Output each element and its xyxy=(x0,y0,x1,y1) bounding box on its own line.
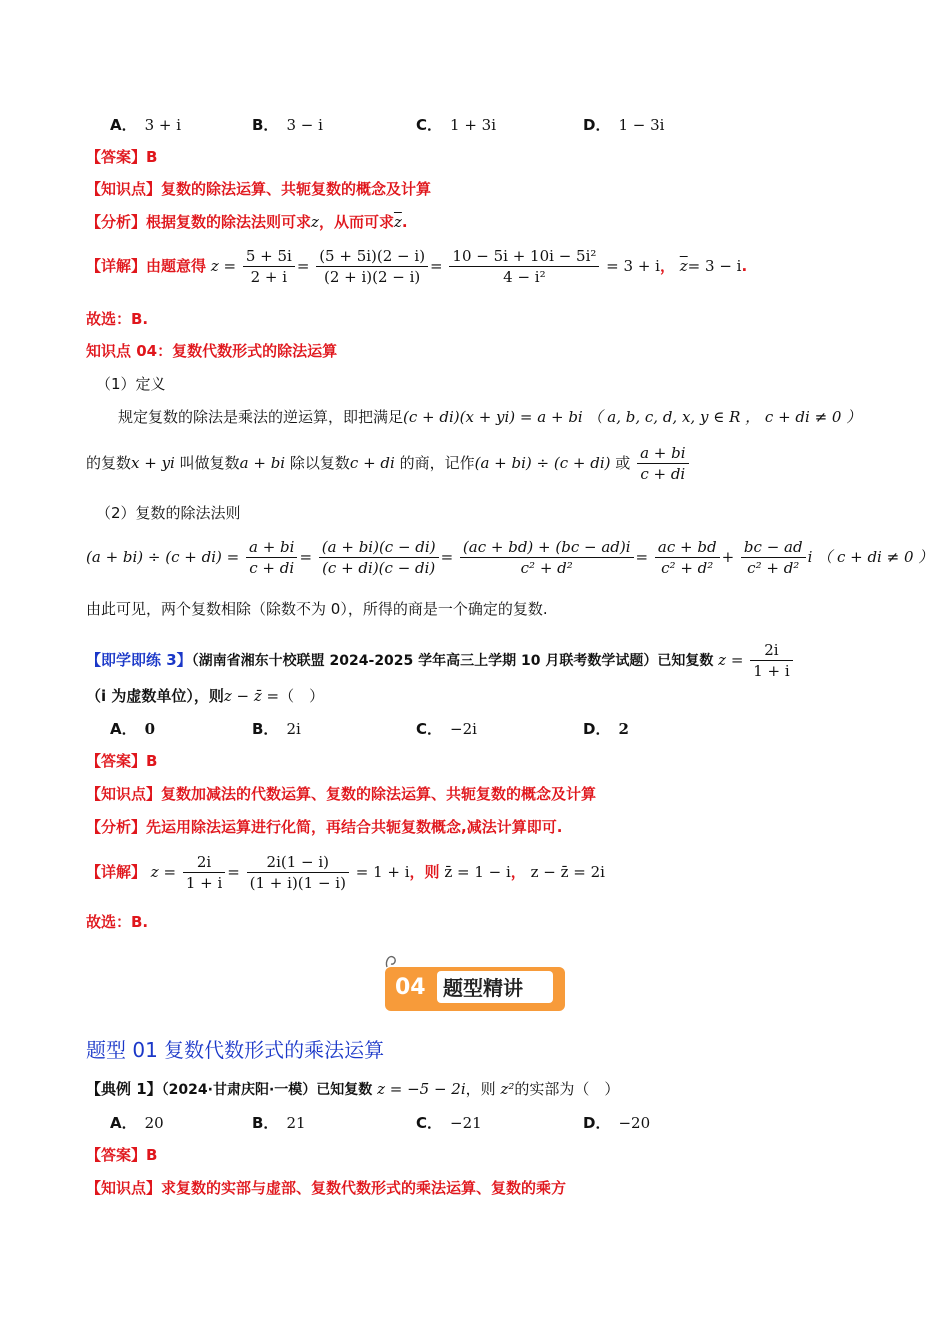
detail-line: 【详解】 z = $\frac{2i}{1 + i}$ = $\frac{2i(1 - i)}{(1 + i)(1 - i)}$ = 1 + i，则 z̄ = 1 − i， z − z̄ = 2i xyxy=(86,853,605,892)
fraction: $\frac{(ac + bd) + (bc - ad)i}{\text{c² + d²}}$ xyxy=(460,537,634,578)
rule-title: （2）复数的除法法则 xyxy=(96,504,241,522)
fraction: $\frac{5 + 5i}{2 + i}$ xyxy=(243,246,295,287)
conclusion-line: 由此可见，两个复数相除（除数不为 0），所得的商是一个确定的复数. xyxy=(86,600,548,618)
fraction: $\frac{(a + bi)(c - di)}{(c + di)(c - di)}$ xyxy=(319,537,439,578)
choose-line: 故选：B. xyxy=(86,913,149,931)
fraction: $\frac{\text{10 − 5i + 10i − 5i²}}{\text{4 − i²}}$ xyxy=(449,246,599,287)
option-b: B． 21 xyxy=(252,1114,306,1132)
fraction: $\frac{ac + bd}{\text{c² + d²}}$ xyxy=(655,537,720,578)
fraction: $\frac{2i}{1 + i}$ xyxy=(750,640,792,681)
section-badge xyxy=(385,963,567,1013)
example1-line: 【典例 1】（2024·甘肃庆阳·一模）已知复数 z = −5 − 2i，则 z²的实部为（ ） xyxy=(86,1080,620,1098)
fraction: $\frac{(5 + 5i)(2 - i)}{(2 + i)(2 - i)}$ xyxy=(316,246,428,287)
knowledge-line: 【知识点】复数的除法运算、共轭复数的概念及计算 xyxy=(86,180,432,198)
definition-line-2: 的复数x + yi 叫做复数a + bi 除以复数c + di 的商，记作(a + bi) ÷ (c + di) 或 $\frac{a + bi}{c + di}$ xyxy=(86,443,691,484)
knowledge-line: 【知识点】求复数的实部与虚部、复数代数形式的乘法运算、复数的乘方 xyxy=(86,1179,567,1197)
choose-line: 故选：B. xyxy=(86,310,149,328)
analysis-line: 【分析】先运用除法运算进行化简，再结合共轭复数概念,减法计算即可. xyxy=(86,818,563,836)
option-d: D． −20 xyxy=(583,1114,651,1132)
fraction: $\frac{bc - ad}{\text{c² + d²}}$ xyxy=(741,537,806,578)
answer-line: 【答案】B xyxy=(86,752,158,770)
practice3-line-1: 【即学即练 3】（湖南省湘东十校联盟 2024-2025 学年高三上学期 10 月联考数学试题）已知复数 z = $\frac{2i}{1 + i}$ xyxy=(86,640,795,681)
fraction: $\frac{a + bi}{c + di}$ xyxy=(246,537,297,578)
definition-line-1: 规定复数的除法是乘法的逆运算，即把满足(c + di)(x + yi) = a + bi （ a, b, c, d, x, y ∈ R ， c + di ≠ 0 ） xyxy=(118,408,862,426)
answer-line: 【答案】B xyxy=(86,1146,158,1164)
badge-title: 题型精讲 xyxy=(443,976,523,1000)
options-row-example1 xyxy=(110,1112,730,1134)
knowledge-point-heading: 知识点 04：复数代数形式的除法运算 xyxy=(86,342,338,360)
option-a: A． 3 + i xyxy=(110,116,182,134)
option-c: C． 1 + 3i xyxy=(416,116,497,134)
options-row-practice3 xyxy=(110,718,730,740)
answer-line: 【答案】B xyxy=(86,148,158,166)
option-b: B． 3 − i xyxy=(252,116,323,134)
knowledge-line: 【知识点】复数加减法的代数运算、复数的除法运算、共轭复数的概念及计算 xyxy=(86,785,597,803)
option-d: D． 2 xyxy=(583,720,629,738)
badge-number: 04 xyxy=(395,975,426,1000)
option-a: A． 0 xyxy=(110,720,156,738)
detail-line: 【详解】由题意得 z = $\frac{5 + 5i}{2 + i}$ = $\frac{(5 + 5i)(2 - i)}{(2 + i)(2 - i)}$ = $\frac{\text{10 − 5i + 10i − 5i²}}{\text{4 − i²}}$ = 3 + i， $\overline{z}= 3 - i$. xyxy=(86,247,748,286)
practice3-line-2: （i 为虚数单位），则z − z̄ =（ ） xyxy=(86,687,325,705)
option-a: A． 20 xyxy=(110,1114,164,1132)
analysis-line: 【分析】根据复数的除法法则可求z，从而可求$\overline{z}$. xyxy=(86,213,408,231)
option-c: C． −21 xyxy=(416,1114,482,1132)
option-c: C． −2i xyxy=(416,720,477,738)
definition-title: （1）定义 xyxy=(96,375,166,393)
option-b: B． 2i xyxy=(252,720,301,738)
fraction: $\frac{2i}{1 + i}$ xyxy=(183,852,225,893)
fraction: $\frac{a + bi}{c + di}$ xyxy=(637,443,688,484)
option-d: D． 1 − 3i xyxy=(583,116,665,134)
division-rule-formula: (a + bi) ÷ (c + di) = $\frac{a + bi}{c + di}$ = $\frac{(a + bi)(c - di)}{(c + di)(c - di)}$ = $\frac{(ac + bd) + (bc - ad)i}{\text{c² + d²}}$ = $\frac{ac + bd}{\text{c² + d²}}$ + $\frac{bc - ad}{\text{c² + d²}}$ i （ c + di ≠ 0 ） xyxy=(86,538,934,577)
options-row-prev xyxy=(110,114,730,136)
question-type-title: 题型 01 复数代数形式的乘法运算 xyxy=(86,1038,385,1062)
fraction: $\frac{2i(1 - i)}{(1 + i)(1 - i)}$ xyxy=(247,852,349,893)
